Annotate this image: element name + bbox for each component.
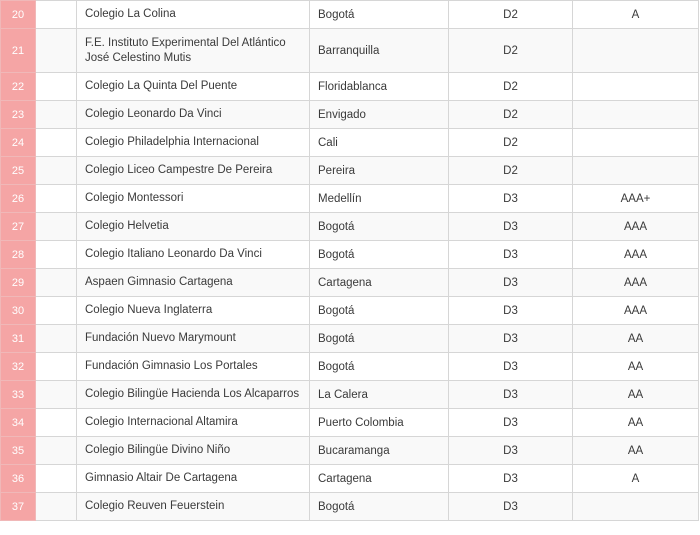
category-cell: D3 [449, 353, 573, 381]
category-cell: D2 [449, 1, 573, 29]
category-cell: D2 [449, 101, 573, 129]
score-cell: AA [573, 381, 699, 409]
score-cell [573, 157, 699, 185]
school-name-cell: Fundación Nuevo Marymount [77, 325, 310, 353]
category-cell: D3 [449, 269, 573, 297]
school-name-cell: Fundación Gimnasio Los Portales [77, 353, 310, 381]
school-name-cell: Colegio Philadelphia Internacional [77, 129, 310, 157]
table-row [1, 269, 699, 297]
table-row [1, 409, 699, 437]
school-name-cell: Colegio Bilingüe Hacienda Los Alcaparros [77, 381, 310, 409]
school-name-cell: Colegio La Quinta Del Puente [77, 73, 310, 101]
table-row [1, 325, 699, 353]
blank-cell [36, 493, 77, 521]
score-cell [573, 29, 699, 73]
rank-cell: 27 [1, 213, 36, 241]
score-cell [573, 129, 699, 157]
category-cell: D3 [449, 297, 573, 325]
school-name-cell: Colegio Internacional Altamira [77, 409, 310, 437]
rank-cell: 20 [1, 1, 36, 29]
school-name-cell: Colegio Helvetia [77, 213, 310, 241]
school-name-cell: Colegio La Colina [77, 1, 310, 29]
table-row [1, 185, 699, 213]
category-cell: D3 [449, 409, 573, 437]
school-name-cell: Colegio Montessori [77, 185, 310, 213]
city-cell: Bogotá [310, 213, 449, 241]
city-cell: Barranquilla [310, 29, 449, 73]
blank-cell [36, 269, 77, 297]
table-row [1, 129, 699, 157]
score-cell [573, 73, 699, 101]
rank-cell: 28 [1, 241, 36, 269]
school-name-cell: Aspaen Gimnasio Cartagena [77, 269, 310, 297]
blank-cell [36, 157, 77, 185]
rank-cell: 22 [1, 73, 36, 101]
school-name-cell: Colegio Italiano Leonardo Da Vinci [77, 241, 310, 269]
city-cell: Bogotá [310, 493, 449, 521]
school-name-cell: F.E. Instituto Experimental Del Atlántico José Celestino Mutis [77, 29, 310, 73]
blank-cell [36, 381, 77, 409]
city-cell: Medellín [310, 185, 449, 213]
rank-cell: 29 [1, 269, 36, 297]
city-cell: Envigado [310, 101, 449, 129]
city-cell: Pereira [310, 157, 449, 185]
rank-cell: 30 [1, 297, 36, 325]
blank-cell [36, 213, 77, 241]
table-row [1, 437, 699, 465]
table-row [1, 73, 699, 101]
category-cell: D3 [449, 241, 573, 269]
category-cell: D3 [449, 185, 573, 213]
score-cell: AAA [573, 213, 699, 241]
score-cell: A [573, 465, 699, 493]
city-cell: Bogotá [310, 297, 449, 325]
city-cell: La Calera [310, 381, 449, 409]
rank-cell: 33 [1, 381, 36, 409]
school-name-cell: Gimnasio Altair De Cartagena [77, 465, 310, 493]
blank-cell [36, 465, 77, 493]
score-cell: AA [573, 325, 699, 353]
rank-cell: 25 [1, 157, 36, 185]
table-row [1, 101, 699, 129]
blank-cell [36, 73, 77, 101]
city-cell: Cartagena [310, 465, 449, 493]
score-cell: AAA [573, 241, 699, 269]
table-row [1, 29, 699, 73]
score-cell: A [573, 1, 699, 29]
rank-cell: 23 [1, 101, 36, 129]
score-cell: AA [573, 437, 699, 465]
blank-cell [36, 29, 77, 73]
blank-cell [36, 353, 77, 381]
city-cell: Bogotá [310, 325, 449, 353]
rank-cell: 37 [1, 493, 36, 521]
category-cell: D2 [449, 157, 573, 185]
category-cell: D3 [449, 381, 573, 409]
table-row [1, 157, 699, 185]
rank-cell: 21 [1, 29, 36, 73]
school-name-cell: Colegio Leonardo Da Vinci [77, 101, 310, 129]
score-cell: AAA [573, 269, 699, 297]
blank-cell [36, 129, 77, 157]
rank-cell: 26 [1, 185, 36, 213]
category-cell: D3 [449, 213, 573, 241]
city-cell: Cartagena [310, 269, 449, 297]
score-cell: AAA [573, 297, 699, 325]
school-name-cell: Colegio Nueva Inglaterra [77, 297, 310, 325]
category-cell: D2 [449, 129, 573, 157]
blank-cell [36, 101, 77, 129]
school-name-cell: Colegio Bilingüe Divino Niño [77, 437, 310, 465]
school-name-cell: Colegio Reuven Feuerstein [77, 493, 310, 521]
category-cell: D3 [449, 325, 573, 353]
table-row [1, 465, 699, 493]
table-row [1, 241, 699, 269]
rank-cell: 35 [1, 437, 36, 465]
table-row [1, 381, 699, 409]
score-cell: AA [573, 409, 699, 437]
table-row [1, 297, 699, 325]
blank-cell [36, 297, 77, 325]
score-cell [573, 101, 699, 129]
blank-cell [36, 409, 77, 437]
city-cell: Floridablanca [310, 73, 449, 101]
blank-cell [36, 325, 77, 353]
rank-cell: 32 [1, 353, 36, 381]
city-cell: Bogotá [310, 353, 449, 381]
rank-cell: 34 [1, 409, 36, 437]
category-cell: D3 [449, 493, 573, 521]
table-row [1, 493, 699, 521]
blank-cell [36, 437, 77, 465]
city-cell: Bucaramanga [310, 437, 449, 465]
city-cell: Cali [310, 129, 449, 157]
school-name-cell: Colegio Liceo Campestre De Pereira [77, 157, 310, 185]
city-cell: Puerto Colombia [310, 409, 449, 437]
rank-cell: 24 [1, 129, 36, 157]
category-cell: D3 [449, 465, 573, 493]
blank-cell [36, 185, 77, 213]
table-row [1, 213, 699, 241]
city-cell: Bogotá [310, 1, 449, 29]
city-cell: Bogotá [310, 241, 449, 269]
category-cell: D3 [449, 437, 573, 465]
table-row [1, 1, 699, 29]
table-body [1, 1, 699, 521]
category-cell: D2 [449, 29, 573, 73]
score-cell: AA [573, 353, 699, 381]
score-cell: AAA+ [573, 185, 699, 213]
blank-cell [36, 241, 77, 269]
score-cell [573, 493, 699, 521]
table-row [1, 353, 699, 381]
category-cell: D2 [449, 73, 573, 101]
rank-cell: 31 [1, 325, 36, 353]
blank-cell [36, 1, 77, 29]
rank-cell: 36 [1, 465, 36, 493]
